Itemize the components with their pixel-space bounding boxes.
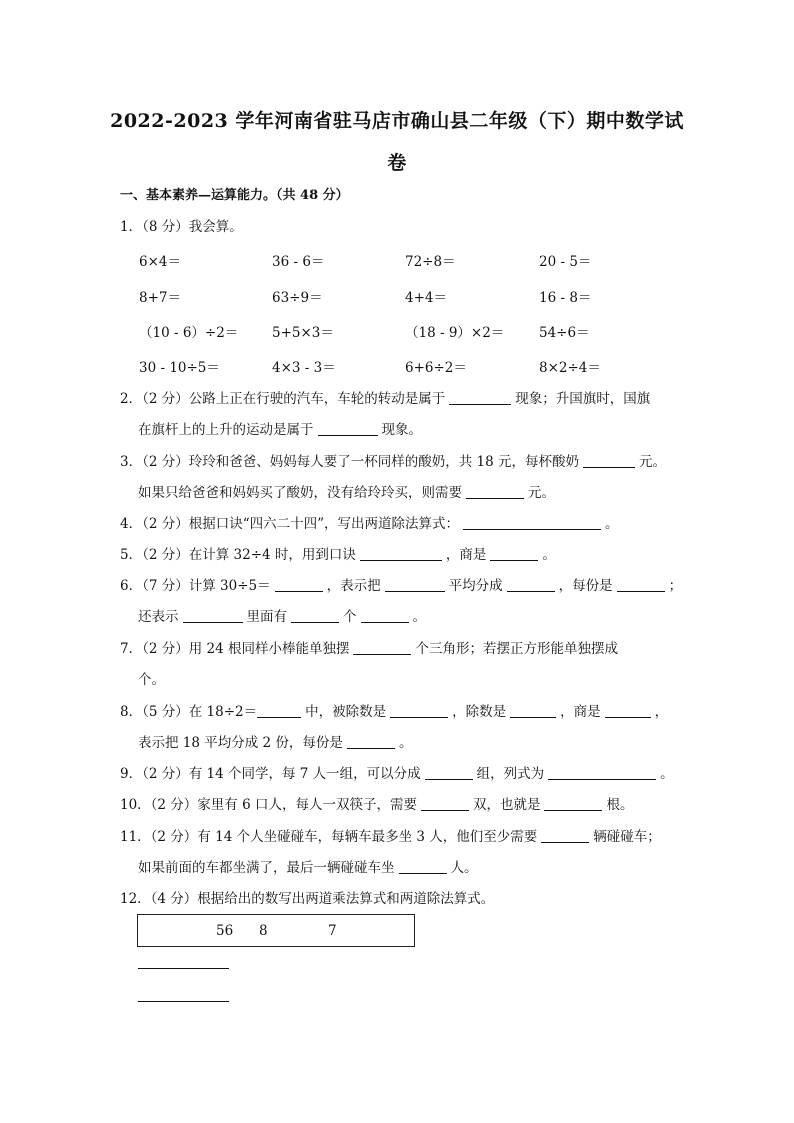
given-number: 8: [259, 923, 268, 939]
q1-item: （18 - 9）×2＝: [405, 325, 505, 341]
answer-blank[interactable]: [510, 704, 556, 718]
q1-item: 16 - 8＝: [539, 290, 592, 306]
q1-item: 8+7＝: [139, 290, 181, 306]
answer-blank[interactable]: [257, 704, 301, 718]
answer-blank[interactable]: [421, 797, 469, 811]
q1-item: 4×3 - 3＝: [272, 360, 336, 376]
section-heading: 一、基本素养—运算能力。（共 48 分）: [120, 188, 349, 203]
q1-item: 4+4＝: [405, 290, 447, 306]
answer-blank[interactable]: [541, 829, 589, 843]
answer-blank[interactable]: [490, 547, 538, 561]
answer-blank[interactable]: [385, 578, 445, 592]
answer-blank[interactable]: [183, 609, 243, 623]
question-7-line-1: 7．（2 分）用 24 根同样小棒能单独摆 个三角形；若摆正方形能单独摆成: [120, 641, 618, 657]
question-6-line-2: 还表示 里面有 个 。: [138, 609, 426, 625]
answer-blank[interactable]: [353, 641, 411, 655]
given-numbers-box: [137, 914, 415, 947]
q1-item: 72÷8＝: [405, 254, 456, 270]
question-2-line-2: 在旗杆上的上升的运动是属于 现象。: [138, 422, 422, 438]
answer-blank[interactable]: [466, 485, 524, 499]
answer-blank[interactable]: [548, 766, 656, 780]
answer-line[interactable]: [138, 1001, 229, 1002]
question-10: 10．（2 分）家里有 6 口人，每人一双筷子，需要 双，也就是 根。: [120, 797, 634, 813]
question-3-line-1: 3．（2 分）玲玲和爸爸、妈妈每人要了一杯同样的酸奶，共 18 元，每杯酸奶 元。: [120, 454, 666, 470]
question-8-line-1: 8．（5 分）在 18÷2＝ 中，被除数是 ，除数是 ，商是 ，: [120, 704, 669, 720]
q1-item: 20 - 5＝: [539, 254, 592, 270]
q1-item: （10 - 6）÷2＝: [139, 325, 239, 341]
q1-item: 8×2÷4＝: [539, 360, 601, 376]
question-3-line-2: 如果只给爸爸和妈妈买了酸奶，没有给玲玲买，则需要 元。: [138, 485, 555, 501]
question-2-line-1: 2．（2 分）公路上正在行驶的汽车，车轮的转动是属于 现象；升国旗时，国旗: [120, 391, 651, 407]
q1-item: 6+6÷2＝: [405, 360, 467, 376]
q1-item: 6×4＝: [139, 254, 181, 270]
answer-blank[interactable]: [291, 609, 339, 623]
q1-item: 54÷6＝: [539, 325, 590, 341]
question-8-line-2: 表示把 18 平均分成 2 份，每份是 。: [138, 735, 413, 751]
answer-blank[interactable]: [544, 797, 602, 811]
answer-blank[interactable]: [361, 609, 409, 623]
question-1-stem: 1．（8 分）我会算。: [120, 219, 243, 235]
question-12-stem: 12．（4 分）根据给出的数写出两道乘法算式和两道除法算式。: [120, 891, 495, 907]
q1-item: 63÷9＝: [272, 290, 323, 306]
answer-line[interactable]: [138, 968, 229, 969]
answer-blank[interactable]: [507, 578, 555, 592]
q1-item: 5+5×3＝: [272, 325, 334, 341]
q1-item: 36 - 6＝: [272, 254, 325, 270]
answer-blank[interactable]: [390, 704, 448, 718]
question-5: 5．（2 分）在计算 32÷4 时，用到口诀 ，商是 。: [120, 547, 556, 563]
question-11-line-2: 如果前面的车都坐满了，最后一辆碰碰车坐 人。: [138, 860, 478, 876]
answer-blank[interactable]: [425, 766, 473, 780]
page-title-line-1: 2022-2023 学年河南省驻马店市确山县二年级（下）期中数学试: [110, 110, 684, 132]
given-number: 7: [328, 923, 337, 939]
given-number: 56: [216, 923, 234, 939]
answer-blank[interactable]: [275, 578, 323, 592]
page-title-line-2: 卷: [387, 152, 407, 174]
answer-blank[interactable]: [360, 547, 442, 561]
question-6-line-1: 6．（7 分）计算 30÷5＝ ，表示把 平均分成 ，每份是 ；: [120, 578, 683, 594]
q1-item: 30 - 10÷5＝: [139, 360, 220, 376]
answer-blank[interactable]: [583, 454, 635, 468]
answer-blank[interactable]: [463, 516, 601, 530]
answer-blank[interactable]: [617, 578, 665, 592]
question-11-line-1: 11．（2 分）有 14 个人坐碰碰车，每辆车最多坐 3 人，他们至少需要 辆碰碰车；: [120, 829, 661, 845]
question-4: 4．（2 分）根据口诀“四六二十四”，写出两道除法算式： 。: [120, 516, 619, 532]
answer-blank[interactable]: [347, 735, 395, 749]
question-7-line-2: 个。: [138, 672, 165, 688]
answer-blank[interactable]: [605, 704, 651, 718]
answer-blank[interactable]: [318, 422, 378, 436]
answer-blank[interactable]: [399, 860, 447, 874]
question-9: 9．（2 分）有 14 个同学，每 7 人一组，可以分成 组，列式为 。: [120, 766, 674, 782]
answer-blank[interactable]: [449, 391, 511, 405]
